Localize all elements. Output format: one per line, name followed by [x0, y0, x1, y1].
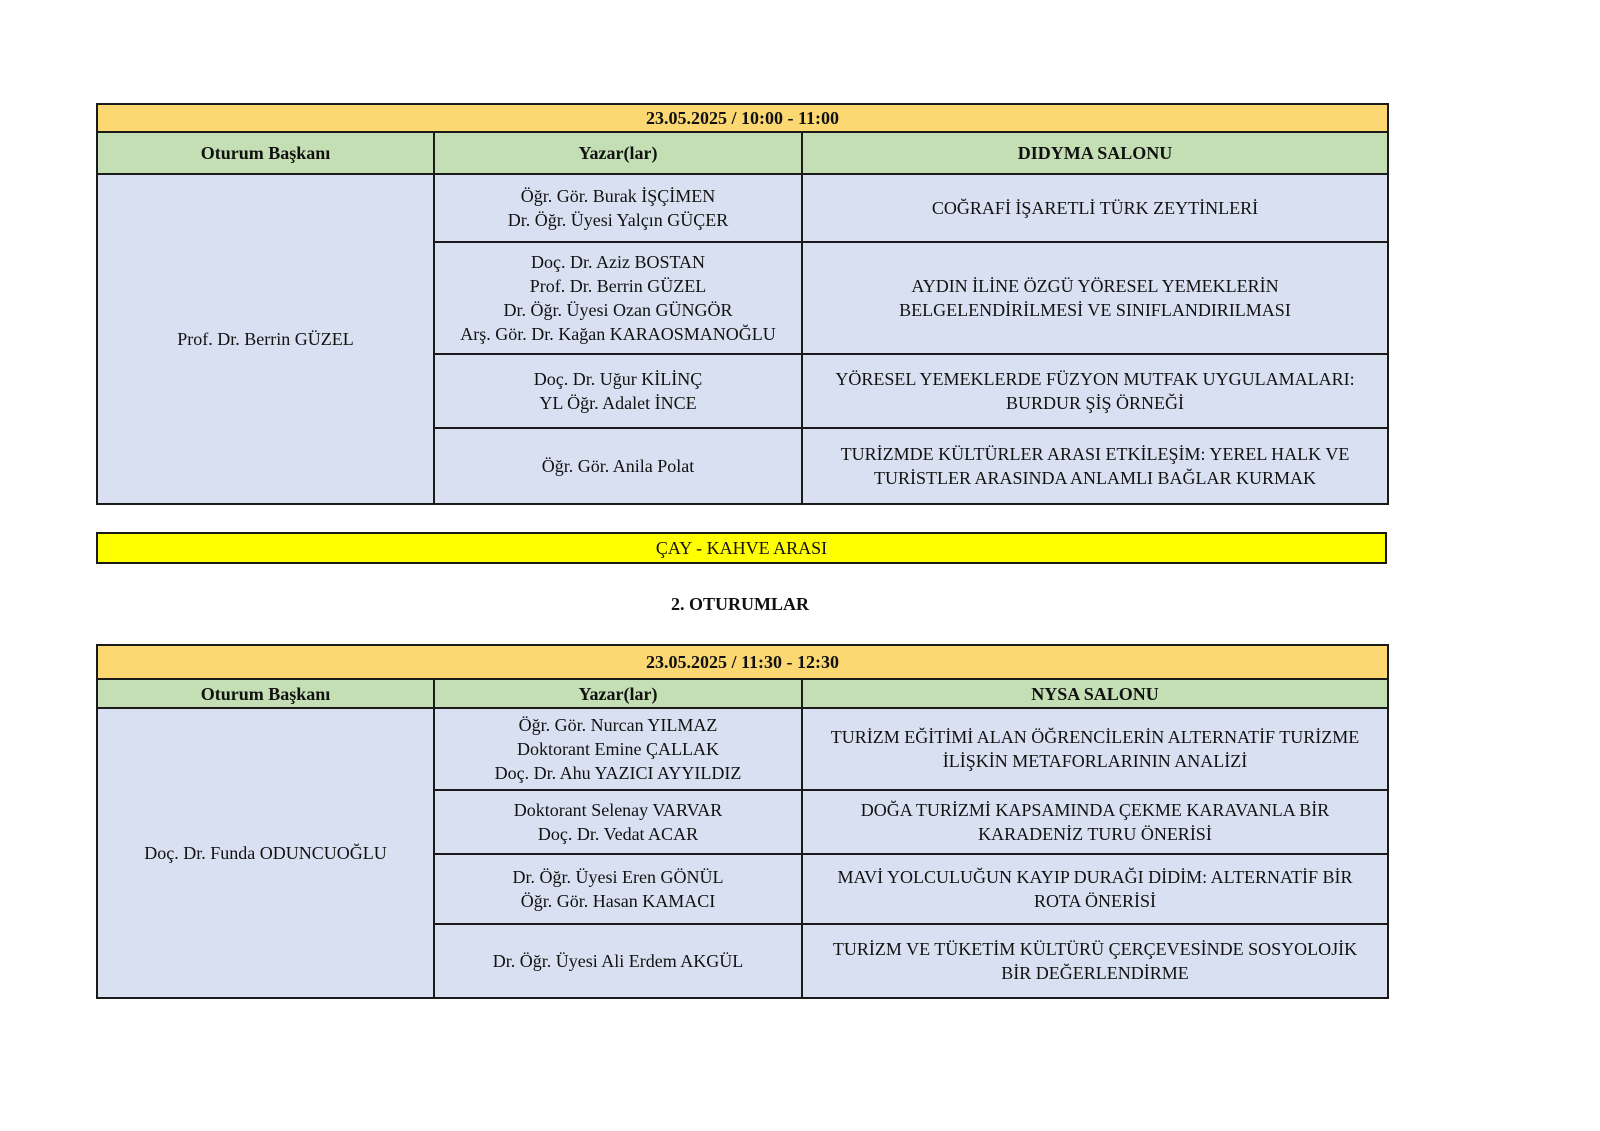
author-name: Öğr. Gör. Nurcan YILMAZ — [518, 715, 718, 735]
title-line: AYDIN İLİNE ÖZGÜ YÖRESEL YEMEKLERİN — [911, 276, 1279, 296]
session1-datetime: 23.05.2025 / 10:00 - 11:00 — [97, 104, 1388, 132]
author-name: Arş. Gör. Dr. Kağan KARAOSMANOĞLU — [460, 324, 776, 344]
session2-chair: Doç. Dr. Funda ODUNCUOĞLU — [97, 708, 434, 998]
title-line: BELGELENDİRİLMESİ VE SINIFLANDIRILMASI — [899, 300, 1291, 320]
session2-datetime: 23.05.2025 / 11:30 - 12:30 — [97, 645, 1388, 679]
title-line: YÖRESEL YEMEKLERDE FÜZYON MUTFAK UYGULAMALARI: — [835, 369, 1355, 389]
title-line: KARADENİZ TURU ÖNERİSİ — [978, 824, 1212, 844]
author-name: Öğr. Gör. Hasan KAMACI — [520, 891, 716, 911]
paper-title — [802, 174, 1388, 242]
title-line: BURDUR ŞİŞ ÖRNEĞİ — [1005, 393, 1185, 413]
paper-authors — [434, 790, 802, 854]
section-heading: 2. OTURUMLAR — [671, 594, 809, 614]
title-line: BİR DEĞERLENDİRME — [1001, 963, 1189, 983]
author-name: Doç. Dr. Ahu YAZICI AYYILDIZ — [494, 763, 742, 783]
paper-title — [802, 854, 1388, 924]
author-name: Dr. Öğr. Üyesi Yalçın GÜÇER — [507, 210, 729, 230]
author-name: Doç. Dr. Uğur KİLİNÇ — [533, 369, 703, 389]
paper-title — [802, 428, 1388, 504]
session1-col-hall: DIDYMA SALONU — [802, 132, 1388, 174]
author-name: YL Öğr. Adalet İNCE — [539, 393, 697, 413]
title-line: ROTA ÖNERİSİ — [1033, 891, 1157, 911]
title-line: İLİŞKİN METAFORLARININ ANALİZİ — [942, 751, 1248, 771]
paper-authors — [434, 924, 802, 998]
session1-col-chair: Oturum Başkanı — [97, 132, 434, 174]
author-name: Dr. Öğr. Üyesi Ozan GÜNGÖR — [503, 300, 733, 320]
title-line: TURİZM EĞİTİMİ ALAN ÖĞRENCİLERİN ALTERNATİF TURİZME — [830, 727, 1360, 747]
session2-col-hall: NYSA SALONU — [802, 679, 1388, 708]
author-name: Doktorant Selenay VARVAR — [513, 800, 723, 820]
author-name: Dr. Öğr. Üyesi Eren GÖNÜL — [512, 867, 724, 887]
paper-authors — [434, 854, 802, 924]
title-line: TURİZM VE TÜKETİM KÜLTÜRÜ ÇERÇEVESİNDE SOSYOLOJİK — [832, 939, 1358, 959]
paper-authors — [434, 428, 802, 504]
author-name: Dr. Öğr. Üyesi Ali Erdem AKGÜL — [492, 951, 744, 971]
paper-authors — [434, 708, 802, 790]
title-line: TURİZMDE KÜLTÜRLER ARASI ETKİLEŞİM: YEREL HALK VE — [840, 444, 1350, 464]
author-name: Öğr. Gör. Burak İŞÇİMEN — [520, 186, 716, 206]
paper-authors — [434, 174, 802, 242]
author-name: Doç. Dr. Aziz BOSTAN — [530, 252, 706, 272]
paper-authors — [434, 354, 802, 428]
session1-col-authors: Yazar(lar) — [434, 132, 802, 174]
title-line: DOĞA TURİZMİ KAPSAMINDA ÇEKME KARAVANLA BİR — [860, 800, 1330, 820]
session1-chair: Prof. Dr. Berrin GÜZEL — [97, 174, 434, 504]
session2-col-authors: Yazar(lar) — [434, 679, 802, 708]
author-name: Öğr. Gör. Anila Polat — [541, 456, 695, 476]
coffee-break-bar: ÇAY - KAHVE ARASI — [96, 532, 1387, 564]
session1-table — [96, 103, 1389, 505]
title-line: TURİSTLER ARASINDA ANLAMLI BAĞLAR KURMAK — [873, 468, 1317, 488]
session2-table — [96, 644, 1389, 999]
paper-title — [802, 708, 1388, 790]
author-name: Doç. Dr. Vedat ACAR — [537, 824, 699, 844]
title-line: COĞRAFİ İŞARETLİ TÜRK ZEYTİNLERİ — [931, 198, 1259, 218]
paper-title — [802, 354, 1388, 428]
paper-title — [802, 790, 1388, 854]
author-name: Doktorant Emine ÇALLAK — [517, 739, 719, 759]
title-line: MAVİ YOLCULUĞUN KAYIP DURAĞI DİDİM: ALTERNATİF BİR — [837, 867, 1353, 887]
session2-col-chair: Oturum Başkanı — [97, 679, 434, 708]
author-name: Prof. Dr. Berrin GÜZEL — [529, 276, 707, 296]
paper-title — [802, 924, 1388, 998]
paper-authors — [434, 242, 802, 354]
paper-title — [802, 242, 1388, 354]
